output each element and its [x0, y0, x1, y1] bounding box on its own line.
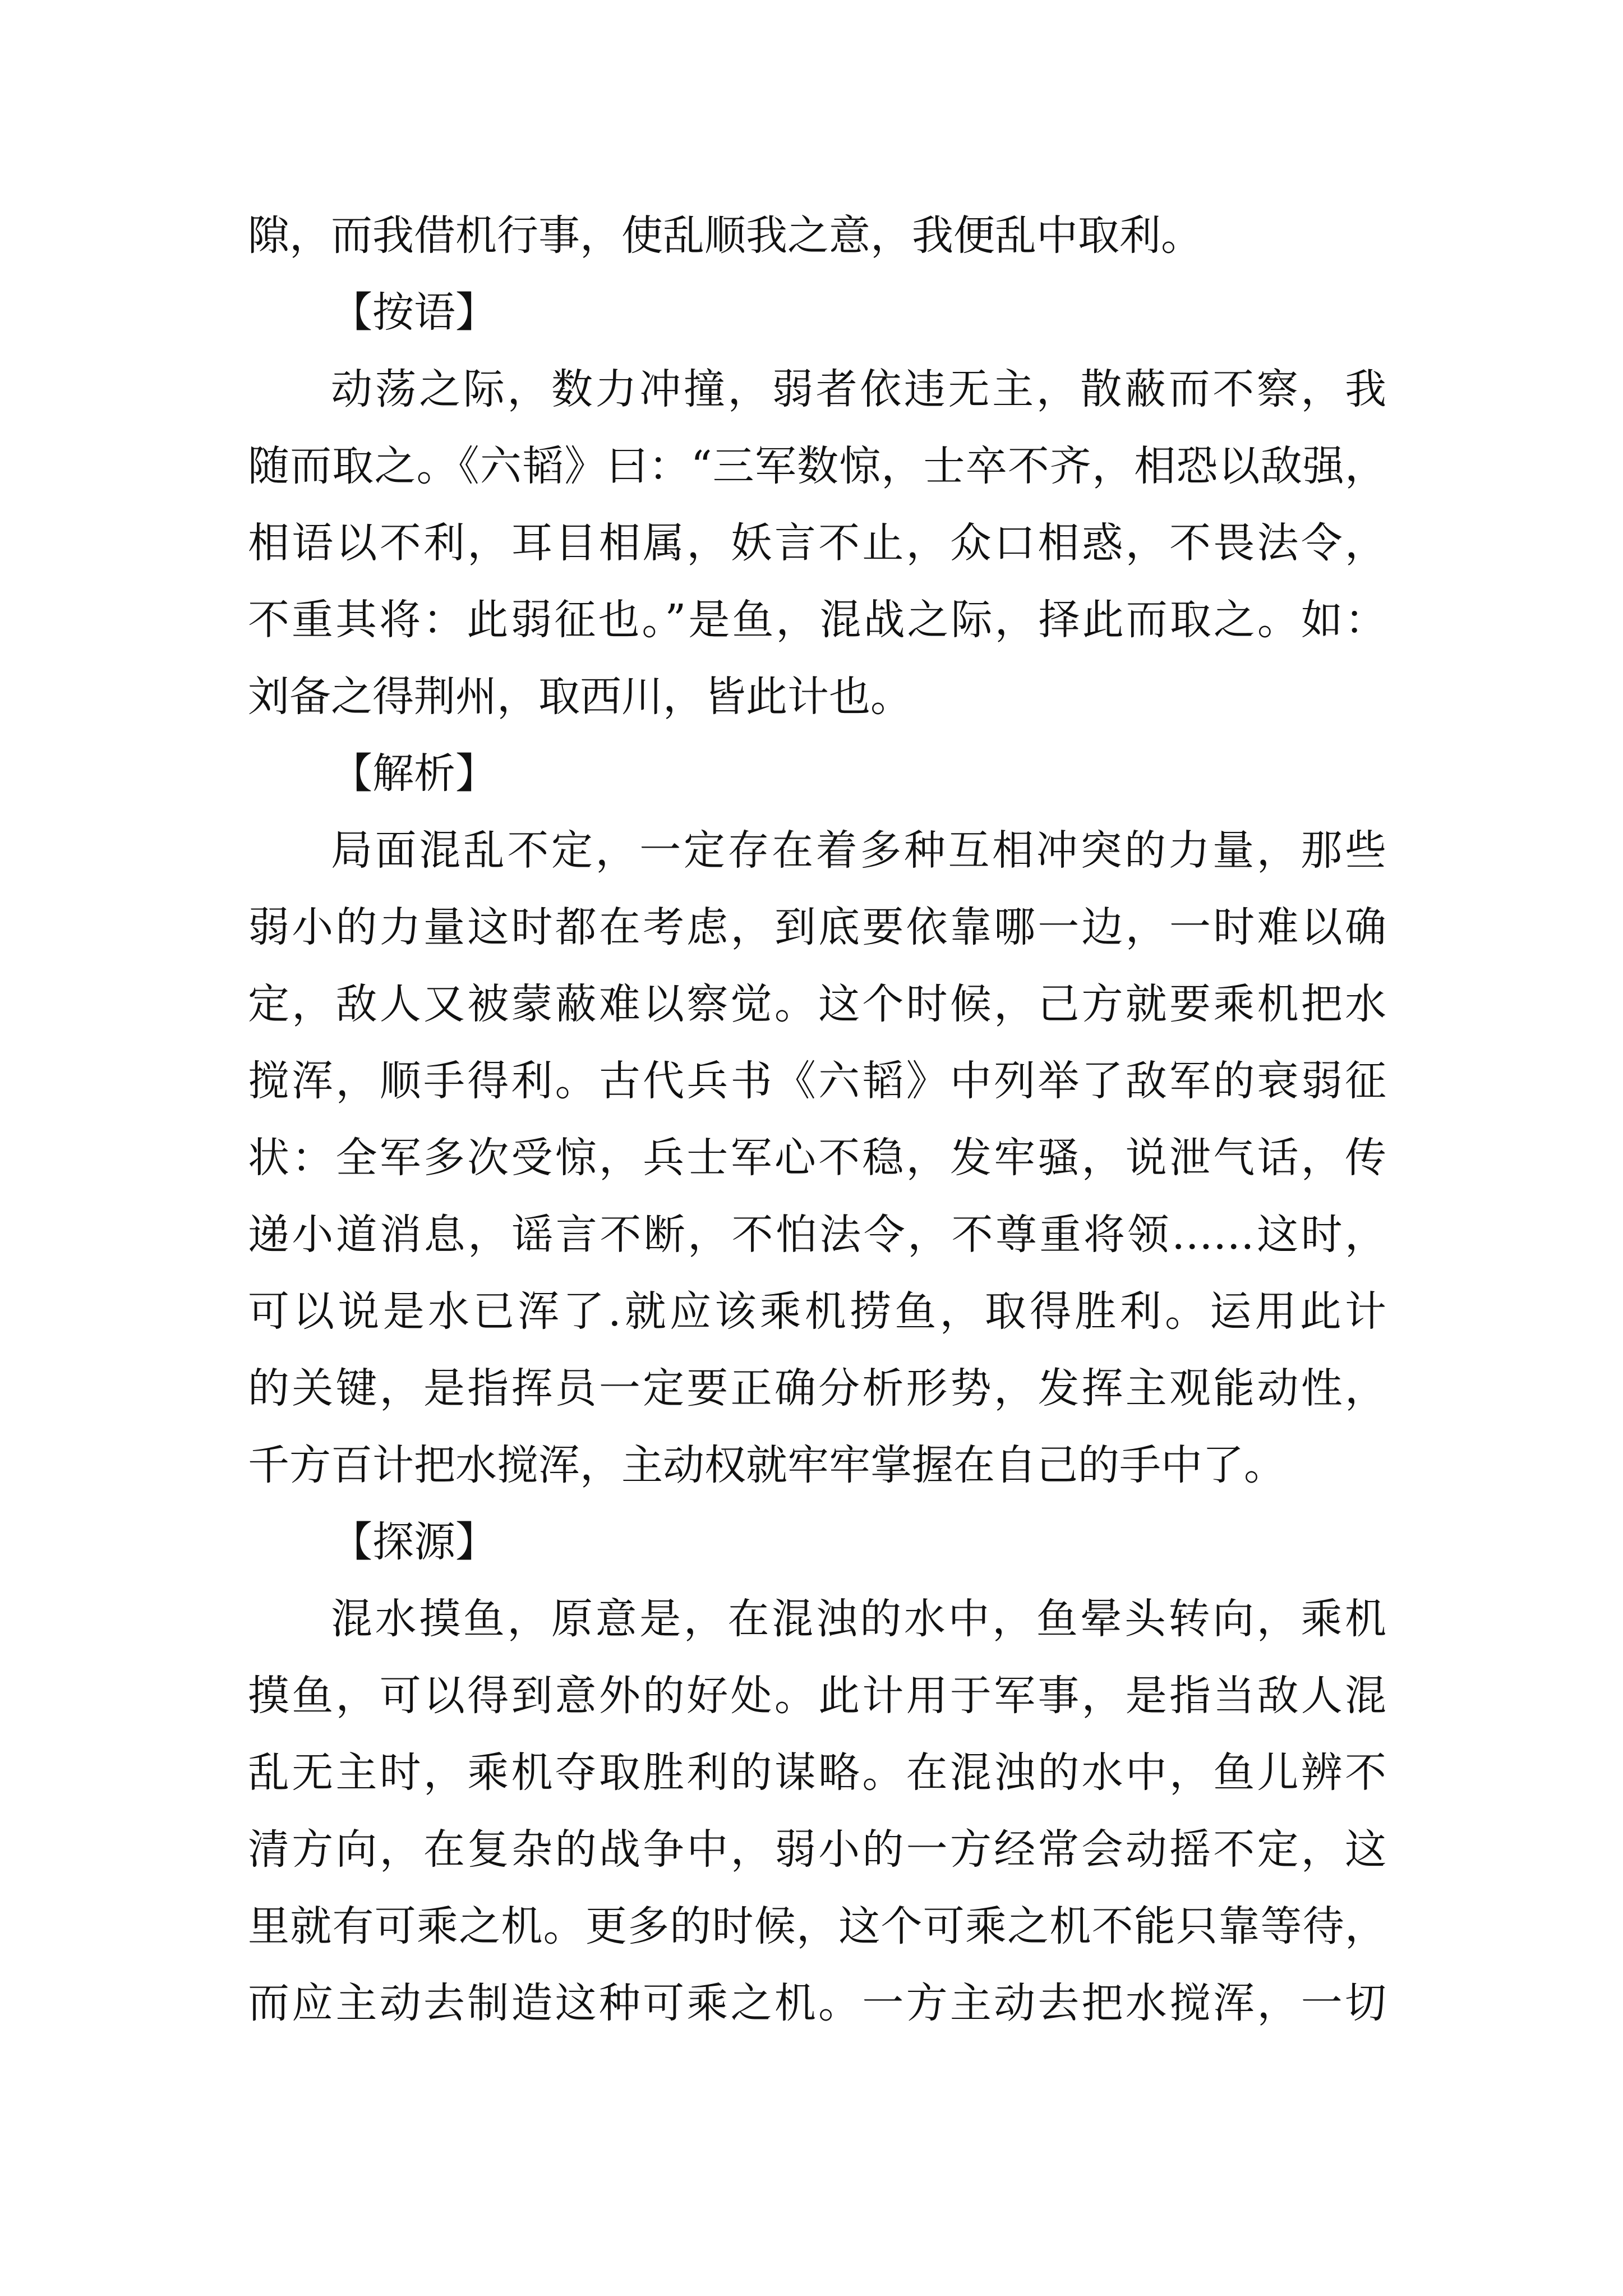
analysis-line-5: 状：全军多次受惊，兵士军心不稳，发牢骚，说泄气话，传 — [248, 1134, 1386, 1182]
body-text — [248, 197, 1386, 2042]
origin-line-6: 而应主动去制造这种可乘之机。一方主动去把水搅浑，一切 — [248, 1979, 1386, 2027]
origin-line-3: 乱无主时，乘机夺取胜利的谋略。在混浊的水中，鱼儿辨不 — [248, 1749, 1386, 1797]
annotation-line-1: 动荡之际，数力冲撞，弱者依违无主，散蔽而不察，我 — [331, 365, 1386, 413]
section-heading-origin: 【探源】 — [331, 1518, 497, 1566]
analysis-line-7: 可以说是水已浑了.就应该乘机捞鱼，取得胜利。运用此计 — [248, 1287, 1386, 1336]
analysis-line-1: 局面混乱不定，一定存在着多种互相冲突的力量，那些 — [331, 826, 1386, 875]
section-heading-annotation: 【按语】 — [331, 288, 497, 337]
origin-line-5: 里就有可乘之机。更多的时候，这个可乘之机不能只靠等待， — [248, 1902, 1386, 1950]
analysis-line-8: 的关键，是指挥员一定要正确分析形势，发挥主观能动性， — [248, 1364, 1386, 1412]
analysis-line-6: 递小道消息，谣言不断，不怕法令，不尊重将领……这时， — [248, 1211, 1386, 1259]
intro-line-1: 隙，而我借机行事，使乱顺我之意，我便乱中取利。 — [248, 211, 1202, 260]
analysis-line-4: 搅浑，顺手得利。古代兵书《六韬》中列举了敌军的衰弱征 — [248, 1057, 1386, 1105]
annotation-line-5: 刘备之得荆州，取西川，皆此计也。 — [248, 673, 912, 721]
annotation-line-2: 随而取之。《六韬》曰：“三军数惊，士卒不齐，相恐以敌强， — [248, 442, 1386, 490]
analysis-line-2: 弱小的力量这时都在考虑，到底要依靠哪一边，一时难以确 — [248, 903, 1386, 951]
annotation-line-3: 相语以不利，耳目相属，妖言不止，众口相惑，不畏法令， — [248, 519, 1386, 567]
origin-line-4: 清方向，在复杂的战争中，弱小的一方经常会动摇不定，这 — [248, 1825, 1386, 1874]
analysis-line-3: 定，敌人又被蒙蔽难以察觉。这个时候，己方就要乘机把水 — [248, 980, 1386, 1028]
section-heading-analysis: 【解析】 — [331, 749, 497, 798]
analysis-line-9: 千方百计把水搅浑，主动权就牢牢掌握在自己的手中了。 — [248, 1441, 1285, 1489]
origin-line-2: 摸鱼，可以得到意外的好处。此计用于军事，是指当敌人混 — [248, 1672, 1386, 1720]
annotation-line-4: 不重其将：此弱征也。”是鱼，混战之际，择此而取之。如： — [248, 596, 1386, 644]
origin-line-1: 混水摸鱼，原意是，在混浊的水中，鱼晕头转向，乘机 — [331, 1595, 1386, 1643]
